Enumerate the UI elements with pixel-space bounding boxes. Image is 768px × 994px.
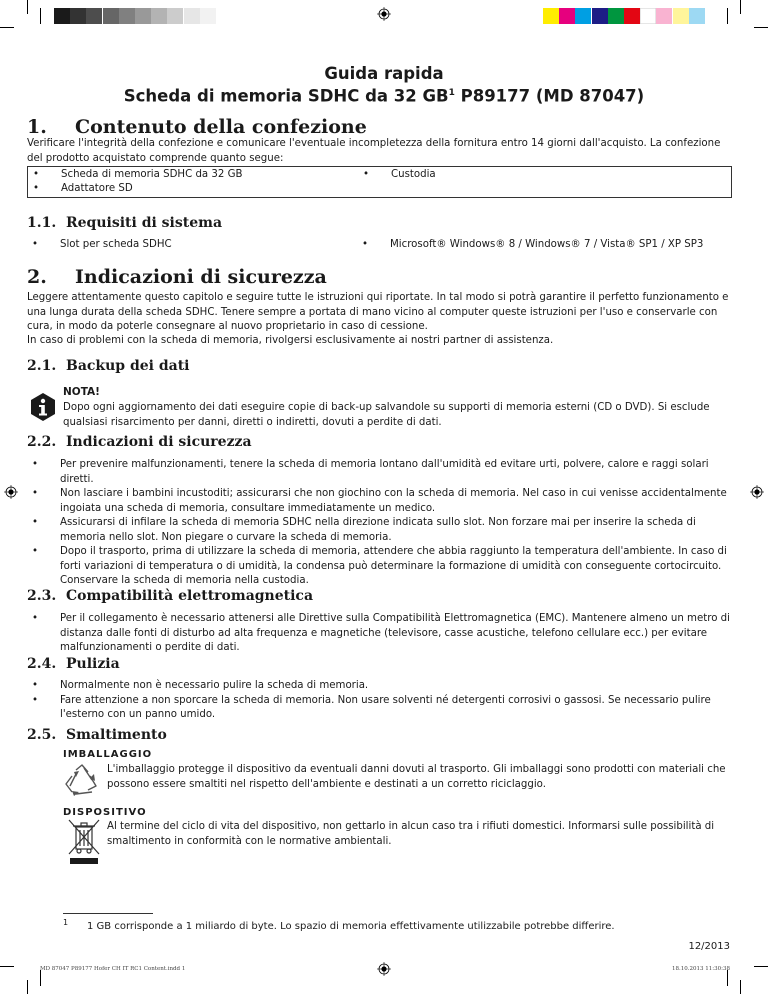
footnote-mark: 1 bbox=[63, 918, 69, 927]
registration-mark-icon bbox=[4, 485, 18, 499]
color-swatch bbox=[689, 8, 705, 24]
cleaning-list bbox=[27, 679, 732, 723]
section-heading-2-3: 2.3. Compatibilità elettromagnetica bbox=[27, 588, 314, 604]
crop-mark bbox=[40, 8, 41, 24]
section-2-intro: Leggere attentamente questo capitolo e seguire tutte le istruzioni qui riportate. In tal modo si potrà garantire il perfetto funzionamento e una lunga durata della scheda SDHC. Tenere sempre a portata di mano vicino al computer queste istruzioni per l'uso e conservarle con cura, in modo da poterle consegnare al nuovo proprietario in caso di cessione. bbox=[27, 292, 729, 332]
info-icon bbox=[28, 392, 58, 422]
requirements-right bbox=[357, 238, 732, 253]
recycling-icon bbox=[62, 762, 102, 802]
crop-mark bbox=[727, 8, 728, 24]
list-item: • Scheda di memoria SDHC da 32 GB bbox=[28, 168, 358, 182]
color-swatch bbox=[167, 8, 183, 24]
note-text: Dopo ogni aggiornamento dei dati eseguire copie di back-up salvandole su supporti di memoria esterni (CD o DVD). Si esclude qualsiasi risarcimento per danni, diretti o indiretti, dovuti a perdite di dati. bbox=[63, 402, 710, 428]
list-item: • Adattatore SD bbox=[28, 182, 358, 196]
list-item: • Slot per scheda SDHC bbox=[27, 238, 357, 253]
document-title: Guida rapida bbox=[324, 64, 444, 83]
color-swatch bbox=[119, 8, 135, 24]
list-item: • Per prevenire malfunzionamenti, tenere la scheda di memoria lontano dall'umidità ed evitare urti, polvere, calore e raggi solari diretti. bbox=[27, 458, 732, 487]
color-swatch bbox=[200, 8, 216, 24]
device-text: Al termine del ciclo di vita del dispositivo, non gettarlo in alcun caso tra i rifiuti domestici. Informarsi sulle possibilità di smaltimento in conformità con le normative ambientali. bbox=[107, 821, 715, 847]
color-swatch bbox=[624, 8, 640, 24]
device-label: DISPOSITIVO bbox=[63, 807, 147, 818]
packaging-text: L'imballaggio protegge il dispositivo da eventuali danni dovuti al trasporto. Gli imballaggi sono prodotti con materiali che possono essere smaltiti nel rispetto dell'ambiente e destinati a un corretto riciclaggio. bbox=[107, 764, 726, 790]
color-swatch bbox=[86, 8, 102, 24]
color-swatch bbox=[673, 8, 689, 24]
packaging-label: IMBALLAGGIO bbox=[63, 749, 153, 760]
safety-list bbox=[27, 458, 732, 589]
section-heading-2-5: 2.5. Smaltimento bbox=[27, 727, 167, 743]
slug-filename: MD 87047 P89177 Hofer CH IT RC1 Content.indd 1 bbox=[40, 966, 186, 972]
list-item: • Normalmente non è necessario pulire la scheda di memoria. bbox=[27, 679, 732, 694]
slug-timestamp: 18.10.2013 11:30:38 bbox=[672, 966, 730, 972]
crop-mark bbox=[0, 966, 14, 967]
crop-mark bbox=[40, 970, 41, 986]
crop-mark bbox=[27, 0, 28, 14]
section-heading-2: 2. Indicazioni di sicurezza bbox=[27, 266, 327, 288]
registration-mark-icon bbox=[377, 962, 391, 976]
section-heading-2-2: 2.2. Indicazioni di sicurezza bbox=[27, 434, 252, 450]
document-subtitle: Scheda di memoria SDHC da 32 $GB^1$ P89177 (MD 87047) bbox=[123, 86, 645, 106]
color-swatch bbox=[592, 8, 608, 24]
color-swatch bbox=[656, 8, 672, 24]
footnote-text: 1 GB corrisponde a 1 miliardo di byte. Lo spazio di memoria effettivamente utilizzabile potrebbe differire. bbox=[87, 921, 615, 932]
list-item: • Assicurarsi di infilare la scheda di memoria SDHC nella direzione indicata sullo slot. Non forzare mai per inserire la scheda di memoria nello slot. Non piegare o curvare la scheda di memoria. bbox=[27, 516, 732, 545]
section-1-intro: Verificare l'integrità della confezione e comunicare l'eventuale incompletezza della fornitura entro 14 giorni dall'acquisto. La confezione del prodotto acquistato comprende quanto segue: bbox=[27, 138, 721, 164]
section-heading-2-1: 2.1. Backup dei dati bbox=[27, 358, 190, 374]
package-contents-box bbox=[27, 166, 732, 198]
section-heading-1: 1. Contenuto della confezione bbox=[27, 116, 367, 138]
list-item: • Non lasciare i bambini incustoditi; assicurarsi che non giochino con la scheda di memoria. Nel caso in cui venisse accidentalmente ingoiata una scheda di memoria, consultare immediatamente un medico. bbox=[27, 487, 732, 516]
color-swatch bbox=[151, 8, 167, 24]
color-swatch bbox=[135, 8, 151, 24]
registration-mark-icon bbox=[377, 7, 391, 21]
registration-mark-icon bbox=[750, 485, 764, 499]
color-swatch bbox=[559, 8, 575, 24]
emc-list bbox=[27, 612, 732, 656]
list-item: • Microsoft® Windows® 8 / Windows® 7 / Vista® SP1 / XP SP3 bbox=[357, 238, 732, 253]
crop-mark bbox=[740, 0, 741, 14]
color-swatch bbox=[543, 8, 559, 24]
crop-mark bbox=[754, 27, 768, 28]
section-heading-1-1: 1.1. Requisiti di sistema bbox=[27, 215, 223, 231]
page-date: 12/2013 bbox=[688, 941, 730, 952]
weee-bin-icon bbox=[64, 818, 104, 866]
color-swatch bbox=[54, 8, 70, 24]
crop-mark bbox=[754, 966, 768, 967]
list-item: • Fare attenzione a non sporcare la scheda di memoria. Non usare solventi né detergenti corrosivi o gassosi. Se necessario pulire l'esterno con un panno umido. bbox=[27, 694, 732, 723]
color-swatch bbox=[70, 8, 86, 24]
crop-mark bbox=[27, 980, 28, 994]
crop-mark bbox=[0, 27, 14, 28]
note-label: NOTA! bbox=[63, 386, 100, 398]
requirements-left bbox=[27, 238, 357, 253]
section-heading-2-4: 2.4. Pulizia bbox=[27, 656, 120, 672]
color-swatch bbox=[608, 8, 624, 24]
color-swatch bbox=[640, 8, 656, 24]
crop-mark bbox=[740, 980, 741, 994]
list-item: • Dopo il trasporto, prima di utilizzare la scheda di memoria, attendere che abbia raggiunto la temperatura dell'ambiente. In caso di forti variazioni di temperatura o di umidità, la condensa può determinare la formazione di umidità con conseguente cortocircuito. Conservare la scheda di memoria nella custodia. bbox=[27, 545, 732, 589]
color-swatch bbox=[184, 8, 200, 24]
list-item: • Custodia bbox=[358, 168, 728, 182]
color-swatch bbox=[575, 8, 591, 24]
section-2-intro-2: In caso di problemi con la scheda di memoria, rivolgersi esclusivamente ai nostri partner di assistenza. bbox=[27, 335, 554, 346]
crop-mark bbox=[727, 970, 728, 986]
color-swatch bbox=[103, 8, 119, 24]
footnote-rule bbox=[63, 913, 153, 914]
list-item: • Per il collegamento è necessario attenersi alle Direttive sulla Compatibilità Elettromagnetica (EMC). Mantenere almeno un metro di distanza dalle fonti di disturbo ad alta frequenza e magnetiche (televisore, casse acustiche, telefono cellulare ecc.) per evitare malfunzionamenti o perdite di dati. bbox=[27, 612, 732, 656]
